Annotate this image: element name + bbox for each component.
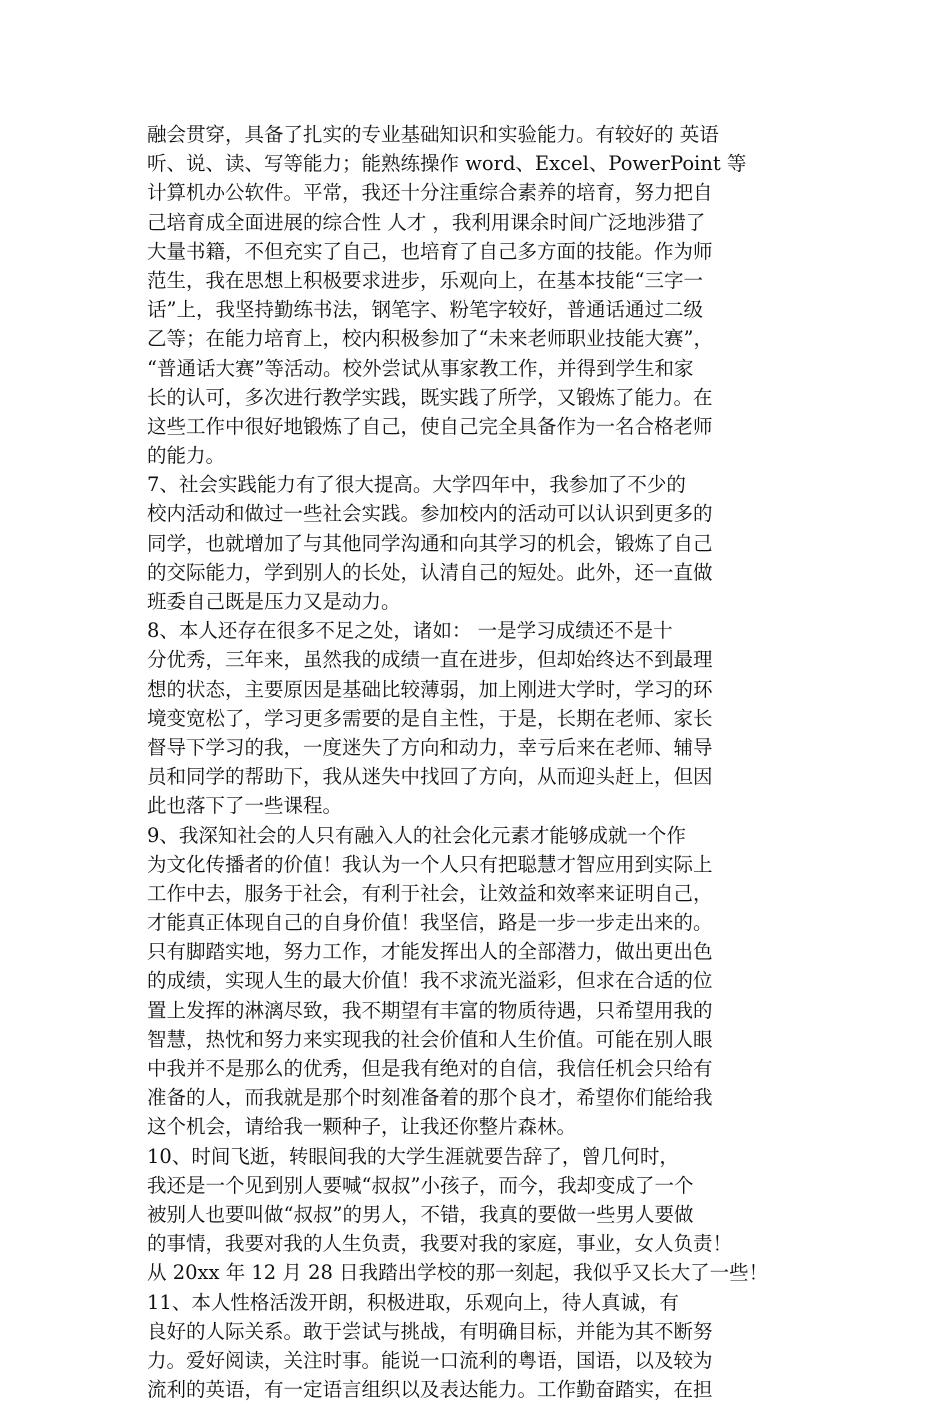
text-line: 才能真正体现自己的自身价值！我坚信，路是一步一步走出来的。: [147, 911, 713, 935]
text-line: 的交际能力，学到别人的长处，认清自己的短处。此外，还一直做: [147, 560, 713, 584]
text-line: 范生，我在思想上积极要求进步，乐观向上，在基本技能“三字一: [147, 268, 703, 292]
text-line: 乙等；在能力培育上，校内积极参加了“未来老师职业技能大赛”，: [147, 327, 713, 351]
text-line: 这个机会，请给我一颗种子，让我还你整片森林。: [147, 1115, 577, 1139]
text-line: 流利的英语，有一定语言组织以及表达能力。工作勤奋踏实，在担: [147, 1378, 713, 1402]
text-line: 听、说、读、写等能力；能熟练操作 word、Excel、PowerPoint 等: [147, 152, 747, 176]
body-text: [147, 120, 807, 1404]
text-line: 被别人也要叫做“叔叔”的男人，不错，我真的要做一些男人要做: [147, 1202, 694, 1226]
text-line: 大量书籍，不但充实了自己，也培育了自己多方面的技能。作为师: [147, 239, 713, 263]
text-line: 只有脚踏实地，努力工作，才能发挥出人的全部潜力，做出更出色: [147, 940, 713, 964]
text-line: 工作中去，服务于社会，有利于社会，让效益和效率来证明自己，: [147, 881, 713, 905]
text-line: 计算机办公软件。平常，我还十分注重综合素养的培育，努力把自: [147, 181, 713, 205]
text-line: 分优秀，三年来，虽然我的成绩一直在进步，但却始终达不到最理: [147, 648, 713, 672]
text-line: 融会贯穿，具备了扎实的专业基础知识和实验能力。有较好的 英语: [147, 123, 719, 146]
text-line: 11、本人性格活泼开朗，积极进取，乐观向上，待人真诚，有: [147, 1290, 679, 1314]
text-line: 10、时间飞逝，转眼间我的大学生涯就要告辞了，曾几何时，: [147, 1144, 679, 1168]
text-line: 同学，也就增加了与其他同学沟通和向其学习的机会，锻炼了自己: [147, 531, 713, 555]
text-line: 准备的人，而我就是那个时刻准备着的那个良才，希望你们能给我: [147, 1086, 713, 1110]
text-line: 的成绩，实现人生的最大价值！我不求流光溢彩，但求在合适的位: [147, 969, 713, 993]
text-line: 想的状态，主要原因是基础比较薄弱，加上刚进大学时，学习的环: [147, 677, 713, 701]
text-line: 班委自己既是压力又是动力。: [147, 590, 401, 613]
text-line: 置上发挥的淋漓尽致，我不期望有丰富的物质待遇，只希望用我的: [147, 998, 713, 1022]
text-line: 督导下学习的我，一度迷失了方向和动力，幸亏后来在老师、辅导: [147, 735, 713, 759]
text-line: 长的认可，多次进行教学实践，既实践了所学，又锻炼了能力。在: [147, 385, 713, 409]
text-line: 为文化传播者的价值！我认为一个人只有把聪慧才智应用到实际上: [147, 852, 713, 876]
text-line: 从 20xx 年 12 月 28 日我踏出学校的那一刻起，我似乎又长大了一些！: [147, 1261, 769, 1285]
text-line: 的能力。: [147, 444, 226, 468]
text-line: 此也落下了一些课程。: [147, 794, 343, 818]
text-line: 9、我深知社会的人只有融入人的社会化元素才能够成就一个作: [147, 823, 686, 847]
text-line: 8、本人还存在很多不足之处，诸如： 一是学习成绩还不是十: [147, 619, 673, 643]
text-line: 话”上，我坚持勤练书法，钢笔字、粉笔字较好，普通话通过二级: [147, 298, 703, 322]
text-line: 良好的人际关系。敢于尝试与挑战，有明确目标，并能为其不断努: [147, 1319, 713, 1343]
text-line: 的事情，我要对我的人生负责，我要对我的家庭，事业，女人负责！: [147, 1232, 733, 1256]
text-line: 我还是一个见到别人要喊“叔叔”小孩子，而今，我却变成了一个: [147, 1173, 694, 1197]
text-line: 校内活动和做过一些社会实践。参加校内的活动可以认识到更多的: [147, 502, 713, 526]
text-line: 力。爱好阅读，关注时事。能说一口流利的粤语，国语，以及较为: [147, 1348, 713, 1372]
text-line: “普通话大赛”等活动。校外尝试从事家教工作，并得到学生和家: [147, 356, 694, 380]
text-line: 智慧，热忱和努力来实现我的社会价值和人生价值。可能在别人眼: [147, 1027, 713, 1051]
text-line: 这些工作中很好地锻炼了自己，使自己完全具备作为一名合格老师: [147, 414, 713, 438]
text-line: 中我并不是那么的优秀，但是我有绝对的自信，我信任机会只给有: [147, 1057, 713, 1080]
text-line: 员和同学的帮助下，我从迷失中找回了方向，从而迎头赶上，但因: [147, 765, 713, 789]
text-line: 境变宽松了，学习更多需要的是自主性，于是，长期在老师、家长: [147, 706, 713, 730]
text-line: 己培育成全面进展的综合性 人才 ，我利用课余时间广泛地涉猎了: [147, 210, 706, 234]
text-line: 7、社会实践能力有了很大提高。大学四年中，我参加了不少的: [147, 473, 686, 497]
